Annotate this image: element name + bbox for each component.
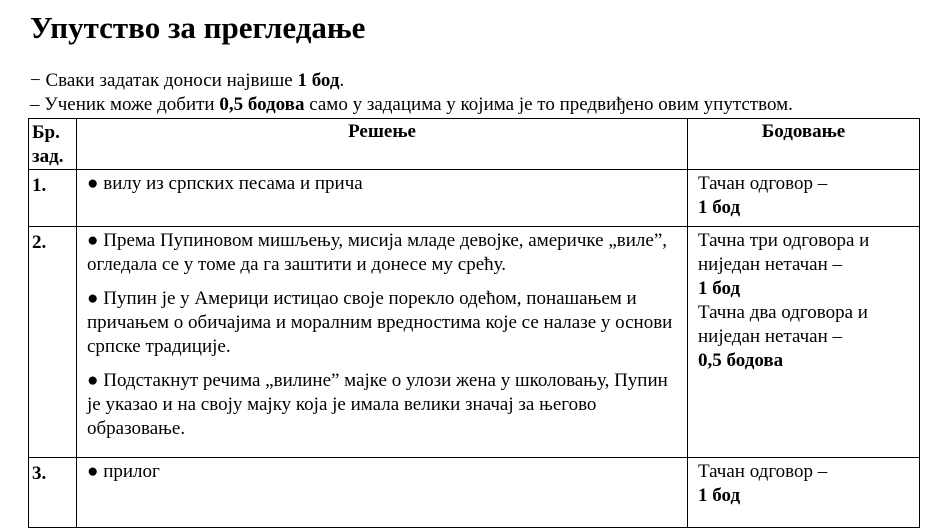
solution-cell (77, 458, 688, 528)
scoring-points: 0,5 бодова (698, 350, 784, 371)
header-solution: Решење (77, 119, 688, 170)
rule-max-points (30, 70, 344, 92)
task-number: 1. (29, 170, 77, 227)
rule-bold-text: 1 бод (297, 70, 340, 91)
solution-cell (77, 170, 688, 227)
scoring-points: 1 бод (698, 197, 741, 218)
grading-table (28, 118, 920, 528)
rule-text: само у задацима у којима је то предвиђено овим упутством. (304, 94, 793, 115)
scoring-cell (688, 458, 920, 528)
rule-text: . (339, 70, 345, 91)
task-number: 3. (29, 458, 77, 528)
rule-half-points (30, 94, 793, 116)
solution-item: ● вилу из српских песама и прича (87, 173, 363, 194)
scoring-line: Тачна два одговора и (698, 302, 868, 323)
scoring-line: Тачна три одговора и (698, 230, 870, 251)
header-task-number: Бр. зад. (29, 119, 77, 170)
solution-item: ● Према Пупиновом мишљењу, мисија младе девојке, америчке „виле”, огледала се у томе да га заштити и донесе му срећу. (87, 230, 668, 275)
scoring-cell (688, 227, 920, 458)
task-number: 2. (29, 227, 77, 458)
rule-text: − Сваки задатак доноси највише (30, 70, 298, 91)
scoring-points: 1 бод (698, 485, 741, 506)
scoring-line: ниједан нетачан – (698, 254, 843, 275)
scoring-line: Тачан одговор – (698, 173, 828, 194)
scoring-cell (688, 170, 920, 227)
rule-bold-text: 0,5 бодова (219, 94, 305, 115)
table-row (29, 227, 920, 458)
scoring-points: 1 бод (698, 278, 741, 299)
page-title: Упутство за прегледање (30, 10, 366, 45)
table-row (29, 458, 920, 528)
table-row (29, 170, 920, 227)
rule-text: – Ученик може добити (30, 94, 220, 115)
solution-item: ● прилог (87, 461, 160, 482)
scoring-line: ниједан нетачан – (698, 326, 843, 347)
solution-item: ● Пупин је у Америци истицао своје порекло одећом, понашањем и причањем о обичајима и моралним вредностима које се налазе у основи српске традиције. (87, 288, 673, 357)
table-header-row (29, 119, 920, 170)
solution-cell (77, 227, 688, 458)
header-scoring: Бодовање (688, 119, 920, 170)
scoring-line: Тачан одговор – (698, 461, 828, 482)
solution-item: ● Подстакнут речима „вилине” мајке о улози жена у школовању, Пупин је указао и на своју мајку која је имала велики значај за његово образовање. (87, 370, 668, 439)
